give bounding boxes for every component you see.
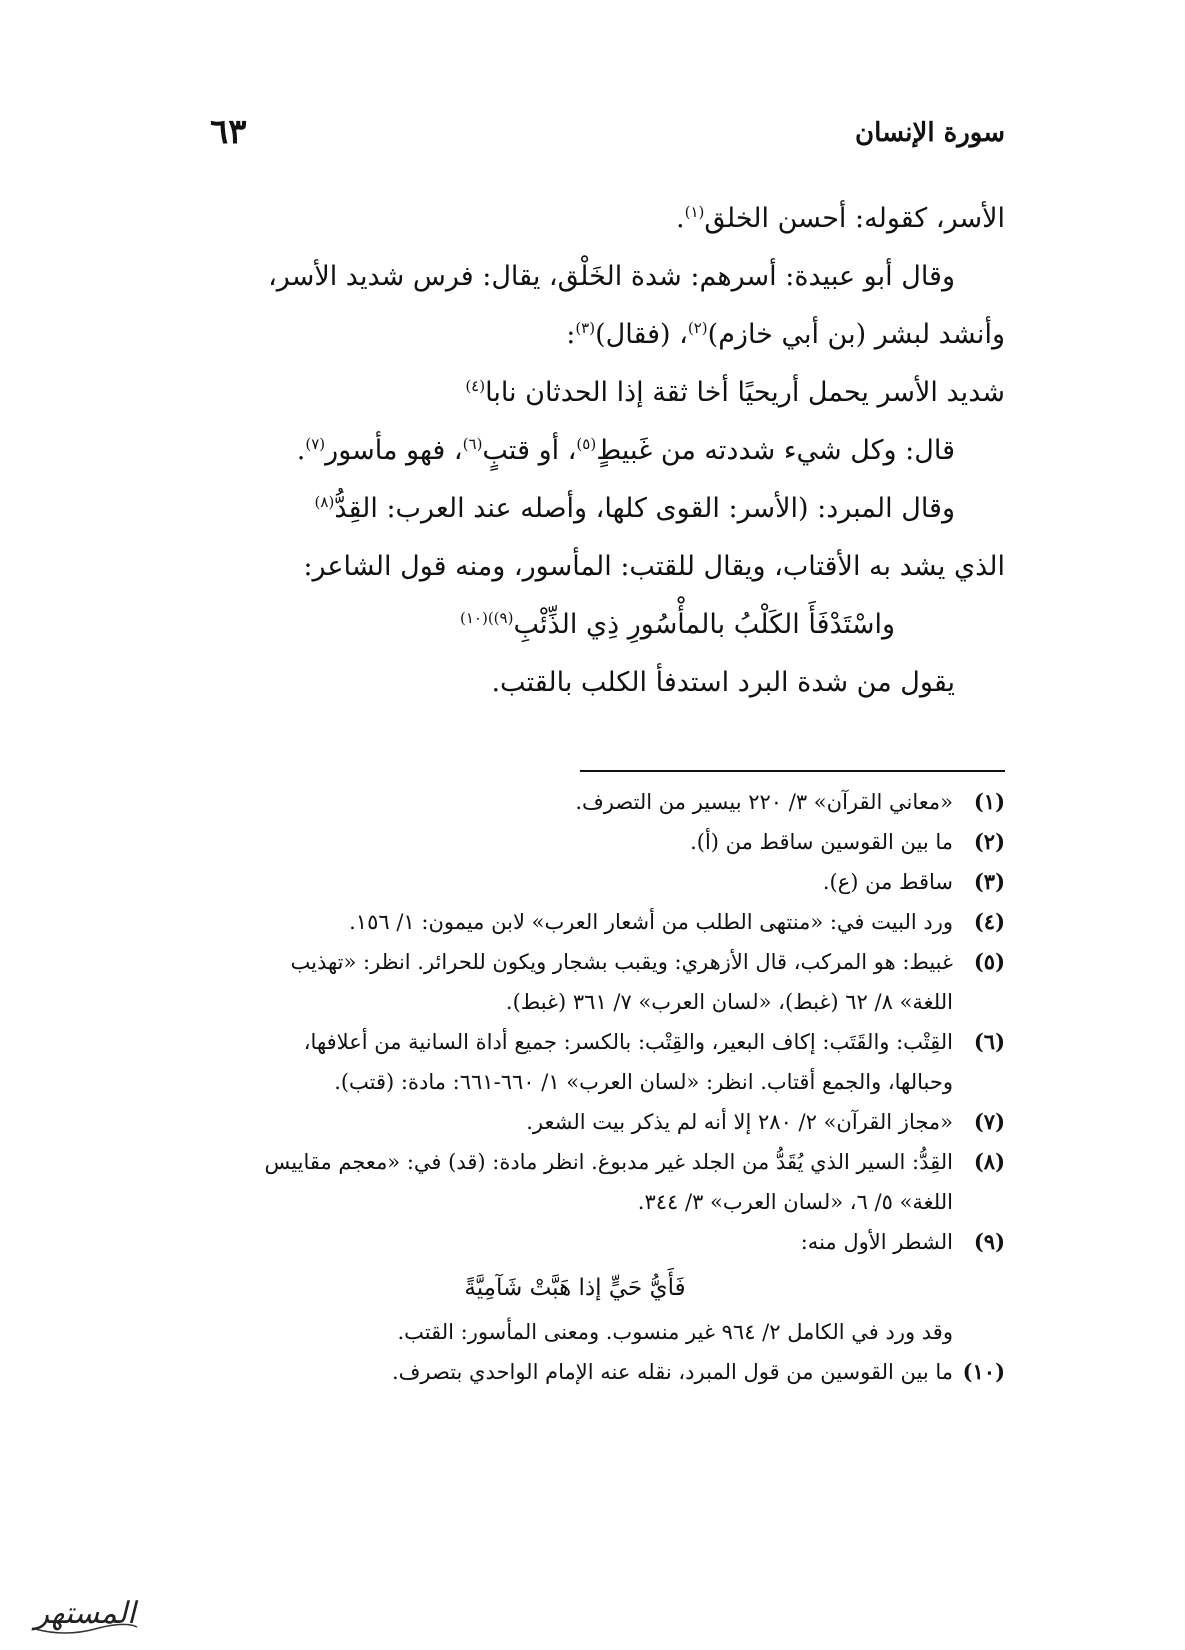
text-line (145, 654, 1005, 712)
footnote-text: ما بين القوسين ساقط من (أ). (690, 830, 953, 854)
footnote-text: القِتْب: والقَتَب: إكاف البعير، والقِتْب: بالكسر: جميع أداة السانية من أعلافها، (303, 1030, 953, 1054)
text-line (145, 306, 1005, 364)
text: شديد الأسر يحمل أريحيًا أخا ثقة إذا الحدثان نابا (485, 377, 1005, 408)
text: ، أو قتبٍ (482, 435, 577, 466)
footnote-ref[interactable]: (٤) (465, 377, 486, 395)
page-number: ٦٣ (210, 112, 247, 152)
footnote-continuation: اللغة» ٥/ ٦، «لسان العرب» ٣/ ٣٤٤. (637, 1190, 953, 1214)
text: يقول من شدة البرد استدفأ الكلب بالقتب. (491, 667, 955, 698)
footnote-number: (٦) (973, 1029, 1005, 1054)
text: وقال أبو عبيدة: أسرهم: شدة الخَلْق، يقال: فرس شديد الأسر، (268, 261, 955, 292)
footnote-continuation: وحبالها، والجمع أقتاب. انظر: «لسان العرب» ١/ ٦٦٠-٦٦١: مادة: (قتب). (334, 1070, 953, 1094)
text: . (676, 203, 685, 234)
footnote-ref[interactable]: (٦) (462, 435, 483, 453)
surah-title: سورة الإنسان (855, 118, 1005, 148)
footnote (145, 822, 1005, 862)
footnote (145, 1142, 1005, 1182)
footnote-number: (١) (973, 789, 1005, 814)
text: قال: وكل شيء شددته من غَبيطٍ (596, 435, 955, 466)
verse-line (145, 596, 1005, 654)
text: . (296, 435, 306, 466)
text: : (566, 319, 576, 350)
footnote-text: ورد البيت في: «منتهى الطلب من أشعار العرب» لابن ميمون: ١/ ١٥٦. (349, 910, 953, 934)
footnote-ref[interactable]: (٢) (687, 319, 708, 337)
publisher-logo-icon (25, 1585, 145, 1640)
verse-line (145, 364, 1005, 422)
text-line (145, 538, 1005, 596)
text: ، (فقال) (595, 319, 688, 350)
footnote-ref[interactable]: (١) (684, 203, 705, 221)
footnote-ref[interactable]: (٧) (305, 435, 326, 453)
footnote-ref[interactable]: (٨) (314, 493, 335, 511)
footnote-number: (١٠) (962, 1359, 1005, 1384)
text-line (145, 190, 1005, 248)
footnote-continuation: اللغة» ٨/ ٦٢ (غبط)، «لسان العرب» ٧/ ٣٦١ (غبط). (505, 990, 953, 1014)
footnote-ref[interactable]: (٩))(١٠) (459, 609, 514, 627)
footnote (145, 942, 1005, 982)
footnote (145, 1102, 1005, 1142)
footnote (145, 862, 1005, 902)
footnote-text: «مجاز القرآن» ٢/ ٢٨٠ إلا أنه لم يذكر بيت الشعر. (526, 1110, 953, 1134)
text: ، فهو مأسور (325, 435, 463, 466)
text: وأنشد لبشر (بن أبي خازم) (707, 319, 1005, 350)
footnote-number: (٣) (973, 869, 1005, 894)
footnote-number: (٢) (973, 829, 1005, 854)
footnote-continuation: وقد ورد في الكامل ٢/ ٩٦٤ غير منسوب. ومعنى المأسور: القتب. (397, 1320, 953, 1344)
footnotes (145, 782, 1005, 1392)
footnote-number: (٩) (973, 1229, 1005, 1254)
main-text (145, 190, 1005, 712)
footnote-ref[interactable]: (٣) (575, 319, 596, 337)
footnote (145, 902, 1005, 942)
footnote-text: الشطر الأول منه: (800, 1230, 953, 1254)
footnote-number: (٤) (973, 909, 1005, 934)
footnote (145, 1222, 1005, 1262)
text: الأسر، كقوله: أحسن الخلق (704, 203, 1005, 234)
footnote-number: (٥) (973, 949, 1005, 974)
footnote-text: «معاني القرآن» ٣/ ٢٢٠ بيسير من التصرف. (575, 790, 953, 814)
text-line (145, 248, 1005, 306)
footnote-divider (580, 770, 1005, 772)
footnote-text: غبيط: هو المركب، قال الأزهري: ويقبب بشجار ويكون للحرائر. انظر: «تهذيب (290, 950, 953, 974)
footnote (145, 1352, 1005, 1392)
text: الذي يشد به الأقتاب، ويقال للقتب: المأسور، ومنه قول الشاعر: (303, 551, 1005, 582)
footnote-ref[interactable]: (٥) (576, 435, 597, 453)
footnote-text: ساقط من (ع). (822, 870, 953, 894)
text-line (145, 422, 1005, 480)
footnote (145, 1022, 1005, 1062)
footnote-number: (٨) (973, 1149, 1005, 1174)
footnote-text: ما بين القوسين من قول المبرد، نقله عنه الإمام الواحدي بتصرف. (391, 1360, 953, 1384)
footnote-text: القِدُّ: السير الذي يُقَدُّ من الجلد غير مدبوغ. انظر مادة: (قد) في: «معجم مقاييس (264, 1150, 953, 1174)
logo-text: المستهر (34, 1596, 136, 1631)
text-line (145, 480, 1005, 538)
footnote (145, 782, 1005, 822)
footnote-number: (٧) (973, 1109, 1005, 1134)
text: وقال المبرد: (الأسر: القوى كلها، وأصله عند العرب: القِدُّ (334, 493, 955, 524)
text: واسْتَدْفَأَ الكَلْبُ بالمأْسُورِ ذِي الذِّئْبِ (513, 609, 895, 640)
footnote-verse: فَأَيُّ حَيٍّ إذا هَبَّتْ شَآمِيَّةً (464, 1275, 686, 1301)
